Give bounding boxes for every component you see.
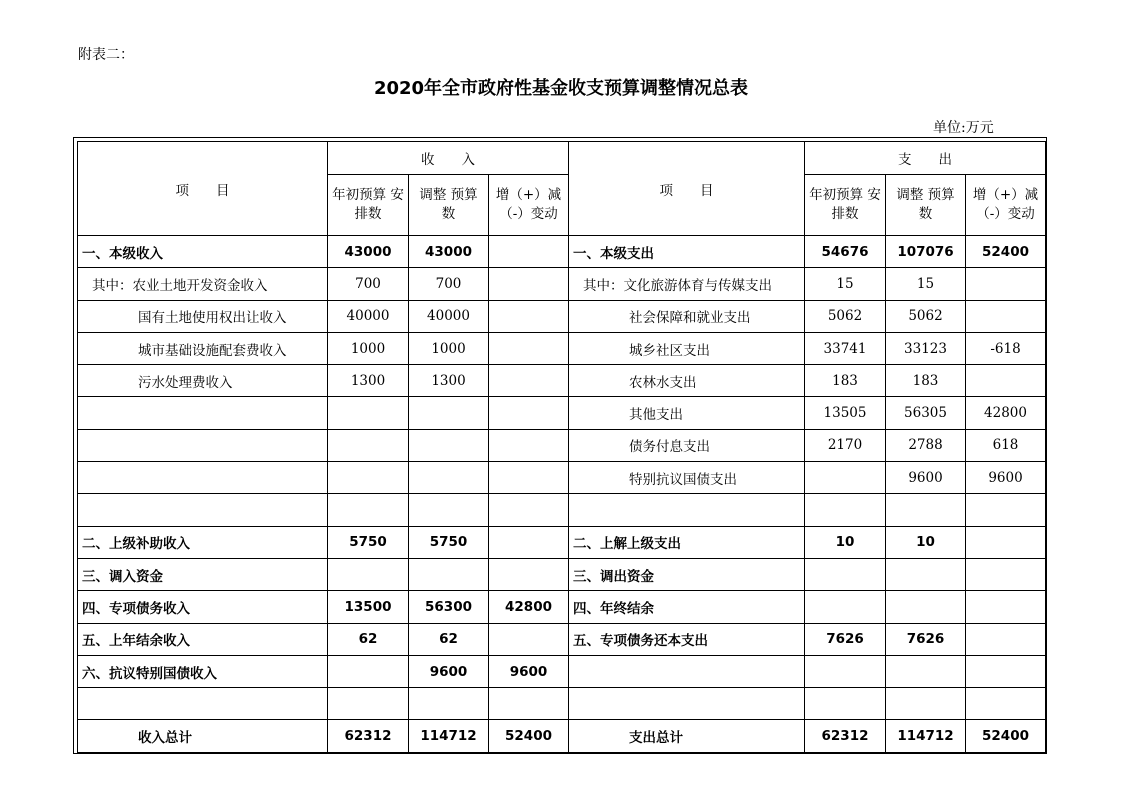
cell-ex-adjusted: 183: [886, 365, 966, 397]
cell-in-item: 二、上级补助收入: [78, 526, 328, 558]
table-row: [78, 655, 1046, 687]
cell-ex-budget: 2170: [805, 429, 886, 461]
cell-in-item: 国有土地使用权出让收入: [78, 300, 328, 332]
cell-ex-adjusted: [886, 688, 966, 720]
cell-ex-adjusted: [886, 558, 966, 590]
cell-ex-change: [966, 300, 1046, 332]
cell-in-change: [489, 268, 569, 300]
cell-ex-item: [569, 494, 805, 526]
table-row: [78, 623, 1046, 655]
cell-in-budget: [328, 558, 409, 590]
table-row: [78, 397, 1046, 429]
cell-in-adjusted: 62: [409, 623, 489, 655]
cell-in-change: [489, 558, 569, 590]
cell-in-item: [78, 688, 328, 720]
cell-ex-item: 支出总计: [569, 720, 805, 752]
cell-ex-item: 三、调出资金: [569, 558, 805, 590]
cell-in-budget: [328, 494, 409, 526]
cell-ex-budget: [805, 558, 886, 590]
cell-in-change: [489, 462, 569, 494]
cell-in-adjusted: [409, 558, 489, 590]
table-row: [78, 462, 1046, 494]
page-title: 2020年全市政府性基金收支预算调整情况总表: [373, 78, 749, 99]
cell-ex-change: [966, 655, 1046, 687]
table-row: [78, 688, 1046, 720]
cell-ex-item: 五、专项债务还本支出: [569, 623, 805, 655]
cell-ex-budget: 54676: [805, 236, 886, 268]
cell-ex-budget: 183: [805, 365, 886, 397]
cell-ex-item: 特别抗议国债支出: [569, 462, 805, 494]
cell-in-budget: 1300: [328, 365, 409, 397]
cell-ex-adjusted: 2788: [886, 429, 966, 461]
expense-group-header: 支 出: [805, 142, 1046, 175]
cell-ex-adjusted: 33123: [886, 332, 966, 364]
table-row: [78, 268, 1046, 300]
cell-ex-change: 9600: [966, 462, 1046, 494]
table-row: [78, 300, 1046, 332]
cell-ex-change: [966, 268, 1046, 300]
cell-ex-budget: [805, 591, 886, 623]
cell-ex-item: 城乡社区支出: [569, 332, 805, 364]
cell-ex-budget: [805, 655, 886, 687]
cell-ex-item: 一、本级支出: [569, 236, 805, 268]
cell-in-budget: 62: [328, 623, 409, 655]
cell-in-item: 一、本级收入: [78, 236, 328, 268]
cell-in-change: 9600: [489, 655, 569, 687]
cell-ex-change: [966, 623, 1046, 655]
cell-ex-item: 社会保障和就业支出: [569, 300, 805, 332]
table-row: [78, 332, 1046, 364]
cell-ex-budget: 13505: [805, 397, 886, 429]
budget-table: [77, 141, 1046, 753]
table-row: [78, 365, 1046, 397]
cell-ex-item: [569, 688, 805, 720]
cell-in-item: 六、抗议特别国债收入: [78, 655, 328, 687]
cell-in-change: [489, 526, 569, 558]
cell-in-change: [489, 365, 569, 397]
cell-in-item: 四、专项债务收入: [78, 591, 328, 623]
cell-ex-adjusted: 15: [886, 268, 966, 300]
cell-in-change: 42800: [489, 591, 569, 623]
cell-in-budget: [328, 429, 409, 461]
cell-ex-budget: [805, 688, 886, 720]
cell-in-adjusted: [409, 429, 489, 461]
cell-ex-change: [966, 494, 1046, 526]
expense-item-header: 项 目: [569, 142, 805, 236]
cell-in-item: [78, 462, 328, 494]
income-group-header: 收 入: [328, 142, 569, 175]
cell-in-change: 52400: [489, 720, 569, 752]
cell-ex-change: 618: [966, 429, 1046, 461]
cell-ex-change: 52400: [966, 720, 1046, 752]
cell-ex-adjusted: [886, 494, 966, 526]
cell-in-budget: [328, 462, 409, 494]
cell-in-budget: 62312: [328, 720, 409, 752]
income-budget-header: 年初预算 安排数: [328, 175, 409, 236]
cell-in-change: [489, 300, 569, 332]
cell-in-change: [489, 332, 569, 364]
cell-in-budget: [328, 688, 409, 720]
cell-ex-adjusted: 7626: [886, 623, 966, 655]
cell-ex-budget: 33741: [805, 332, 886, 364]
cell-in-budget: 43000: [328, 236, 409, 268]
cell-ex-item: 债务付息支出: [569, 429, 805, 461]
annex-label: 附表二：: [78, 47, 134, 63]
cell-in-item: [78, 429, 328, 461]
cell-in-change: [489, 494, 569, 526]
cell-in-adjusted: 1300: [409, 365, 489, 397]
cell-in-adjusted: 9600: [409, 655, 489, 687]
cell-in-budget: 13500: [328, 591, 409, 623]
table-row: [78, 558, 1046, 590]
cell-in-change: [489, 429, 569, 461]
cell-ex-adjusted: 10: [886, 526, 966, 558]
cell-in-change: [489, 623, 569, 655]
cell-in-item: 收入总计: [78, 720, 328, 752]
cell-in-adjusted: 114712: [409, 720, 489, 752]
cell-in-budget: 1000: [328, 332, 409, 364]
cell-ex-adjusted: [886, 591, 966, 623]
cell-in-change: [489, 688, 569, 720]
cell-ex-change: -618: [966, 332, 1046, 364]
cell-ex-item: 其他支出: [569, 397, 805, 429]
cell-ex-change: 52400: [966, 236, 1046, 268]
cell-in-item: 其中：农业土地开发资金收入: [78, 268, 328, 300]
cell-ex-adjusted: 114712: [886, 720, 966, 752]
cell-in-adjusted: 43000: [409, 236, 489, 268]
cell-in-budget: 40000: [328, 300, 409, 332]
income-adjusted-header: 调整 预算数: [409, 175, 489, 236]
cell-ex-budget: 5062: [805, 300, 886, 332]
cell-ex-budget: [805, 494, 886, 526]
cell-in-budget: 700: [328, 268, 409, 300]
expense-change-header: 增（+）减 （-）变动: [966, 175, 1046, 236]
cell-ex-item: 其中：文化旅游体育与传媒支出: [569, 268, 805, 300]
table-row: [78, 236, 1046, 268]
cell-ex-change: [966, 526, 1046, 558]
table-row: [78, 720, 1046, 752]
cell-in-item: 城市基础设施配套费收入: [78, 332, 328, 364]
cell-in-item: 三、调入资金: [78, 558, 328, 590]
cell-ex-change: [966, 591, 1046, 623]
cell-ex-item: [569, 655, 805, 687]
cell-ex-budget: [805, 462, 886, 494]
expense-adjusted-header: 调整 预算数: [886, 175, 966, 236]
cell-in-item: [78, 494, 328, 526]
cell-in-budget: [328, 397, 409, 429]
cell-in-adjusted: [409, 462, 489, 494]
cell-in-change: [489, 397, 569, 429]
cell-ex-change: [966, 688, 1046, 720]
cell-in-budget: 5750: [328, 526, 409, 558]
cell-ex-change: [966, 365, 1046, 397]
unit-label: 单位:万元: [933, 120, 994, 136]
cell-ex-item: 二、上解上级支出: [569, 526, 805, 558]
cell-in-adjusted: [409, 688, 489, 720]
cell-in-adjusted: 40000: [409, 300, 489, 332]
cell-ex-adjusted: 107076: [886, 236, 966, 268]
table-row: [78, 526, 1046, 558]
income-item-header: 项 目: [78, 142, 328, 236]
table-row: [78, 429, 1046, 461]
cell-in-adjusted: 56300: [409, 591, 489, 623]
cell-ex-adjusted: 56305: [886, 397, 966, 429]
cell-in-adjusted: 1000: [409, 332, 489, 364]
cell-ex-budget: 10: [805, 526, 886, 558]
cell-ex-budget: 62312: [805, 720, 886, 752]
cell-in-item: [78, 397, 328, 429]
cell-ex-budget: 15: [805, 268, 886, 300]
expense-budget-header: 年初预算 安排数: [805, 175, 886, 236]
table-row: [78, 591, 1046, 623]
cell-in-item: 五、上年结余收入: [78, 623, 328, 655]
cell-ex-change: 42800: [966, 397, 1046, 429]
table-row: [78, 494, 1046, 526]
income-change-header: 增（+）减 （-）变动: [489, 175, 569, 236]
cell-in-item: 污水处理费收入: [78, 365, 328, 397]
cell-ex-item: 四、年终结余: [569, 591, 805, 623]
cell-ex-item: 农林水支出: [569, 365, 805, 397]
cell-ex-budget: 7626: [805, 623, 886, 655]
cell-ex-adjusted: [886, 655, 966, 687]
cell-in-adjusted: [409, 397, 489, 429]
cell-ex-adjusted: 9600: [886, 462, 966, 494]
cell-ex-change: [966, 558, 1046, 590]
cell-in-adjusted: [409, 494, 489, 526]
cell-in-change: [489, 236, 569, 268]
cell-ex-adjusted: 5062: [886, 300, 966, 332]
cell-in-adjusted: 5750: [409, 526, 489, 558]
cell-in-adjusted: 700: [409, 268, 489, 300]
cell-in-budget: [328, 655, 409, 687]
